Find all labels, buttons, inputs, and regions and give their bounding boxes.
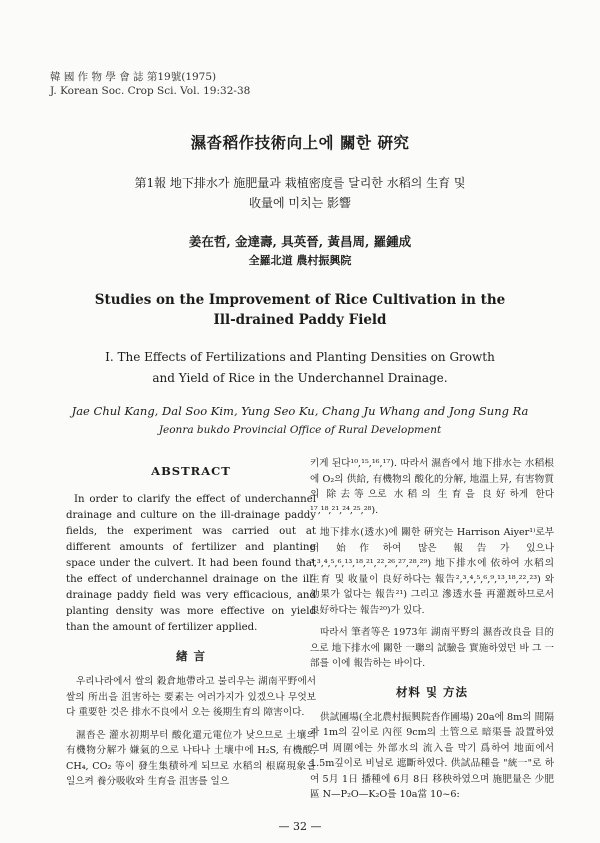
abstract-text: In order to clarify the effect of underchannel drainage and culture on the ill-drainage paddy fields, the experiment was carried out at different amounts of fertilizer and planting space under the culvert. It had been found that the effect of underchannel drainage on the ill-drainage paddy field was very efficacious, and planting density was more effective on yield than the amount of fertilizer applied. — [66, 494, 316, 633]
korean-subtitle-line-1: 第1報 地下排水가 施肥量과 栽植密度를 달리한 水稻의 生育 및 — [134, 176, 466, 190]
intro-paragraph-1: 우리나라에서 쌀의 穀倉地帶라고 불리우는 湖南平野에서 쌀의 所出을 沮害하는 要素는 여러가지가 있겠으나 무엇보다 重要한 것은 排水不良에서 오는 後期生育의 障害이다. — [66, 676, 316, 718]
english-subtitle-line-2: and Yield of Rice in the Underchannel Drainage. — [152, 371, 448, 385]
english-title-line-1: Studies on the Improvement of Rice Cultivation in the — [94, 292, 506, 308]
right-paragraph-3: 따라서 筆者等은 1973年 湖南平野의 濕沓改良을 目的으로 地下排水에 關한 一聯의 試驗을 實施하였던 바 그 一部를 이에 報告하는 바이다. — [310, 627, 554, 669]
english-authors: Jae Chul Kang, Dal Soo Kim, Yung Seo Ku, Chang Ju Whang and Jong Sung Ra — [71, 404, 529, 418]
page-number: — 32 — — [278, 820, 322, 833]
intro-paragraph-2: 濕沓은 灌水初期부터 酸化還元電位가 낮으므로 土壤의 有機物分解가 嫌氣的으로 나타나 土壤中에 H₂S, 有機酸, CH₄, CO₂ 等이 發生集積하게 되므로 水稻의 根腐現象을 일으켜 養分吸收와 生育을 沮害를 일으 — [66, 729, 316, 787]
right-paragraph-1: 키게 된다¹⁰,¹⁵,¹⁶,¹⁷). 따라서 濕沓에서 地下排水는 水稻根에 O₂의 供給, 有機物의 酸化的分解, 地溫上昇, 有害物質의 除去等으로 水稻의 生育을 良好하게 한다¹⁷,¹⁸,²¹,²⁴,²⁵,²⁸). — [310, 458, 554, 516]
right-column — [310, 456, 554, 803]
materials-heading: 材料 및 方法 — [395, 684, 469, 699]
english-subtitle-line-1: I. The Effects of Fertilizations and Planting Densities on Growth — [105, 350, 495, 364]
english-subtitle — [0, 347, 600, 389]
abstract-heading: ABSTRACT — [151, 464, 231, 478]
english-title — [0, 290, 600, 330]
journal-english-line: J. Korean Soc. Crop Sci. Vol. 19:32-38 — [50, 85, 251, 97]
korean-subtitle-line-2: 收量에 미치는 影響 — [249, 196, 351, 210]
korean-affiliation: 全羅北道 農村振興院 — [248, 254, 352, 267]
journal-header — [50, 70, 250, 98]
left-column — [66, 464, 316, 790]
materials-paragraph: 供試圃場(全北農村振興院沓作圃場) 20a에 8m의 間隔과 1m의 깊이로 內徑 9cm의 土管으로 暗渠를 設置하였으며 周圍에는 外部水의 流入을 막기 爲하여 地面에서 1.5m깊이로 비닐로 遮斷하였다. 供試品種을 "統一"로 하여 5月 1日 播種에 6月 8日 移秧하였으며 施肥量은 少肥區 N—P₂O—K₂O를 10a當 10~6: — [310, 711, 554, 800]
korean-subtitle — [0, 173, 600, 213]
korean-authors: 姜在哲, 金達壽, 具英晉, 黃昌周, 羅鍾成 — [188, 234, 412, 249]
intro-heading: 緖 言 — [175, 649, 206, 663]
journal-korean-line: 韓 國 作 物 學 會 誌 第19號(1975) — [50, 71, 217, 83]
english-title-line-2: Ill-drained Paddy Field — [213, 312, 387, 328]
english-affiliation: Jeonra bukdo Provincial Office of Rural Development — [158, 424, 442, 436]
right-paragraph-2: 地下排水(透水)에 關한 硏究는 Harrison Aiyer¹⁾로부터 始作하여 많은 報告가 있으나³,³,⁴,⁵,⁶,¹³,¹⁸,²¹,²²,²⁶,²⁷,²⁸,²⁹) 地下排水에 依하여 水稻의 生育 및 收量이 良好하다는 報告²,³,⁴,⁵,⁶,⁹,¹³,¹⁸,²²,²³) 와 効果가 없다는 報告²¹) 그리고 滲透水를 再灌漑하므로서 良好하다는 報告²⁰)가 있다. — [310, 527, 554, 616]
korean-title: 濕沓稻作技術向上에 關한 硏究 — [190, 133, 410, 152]
